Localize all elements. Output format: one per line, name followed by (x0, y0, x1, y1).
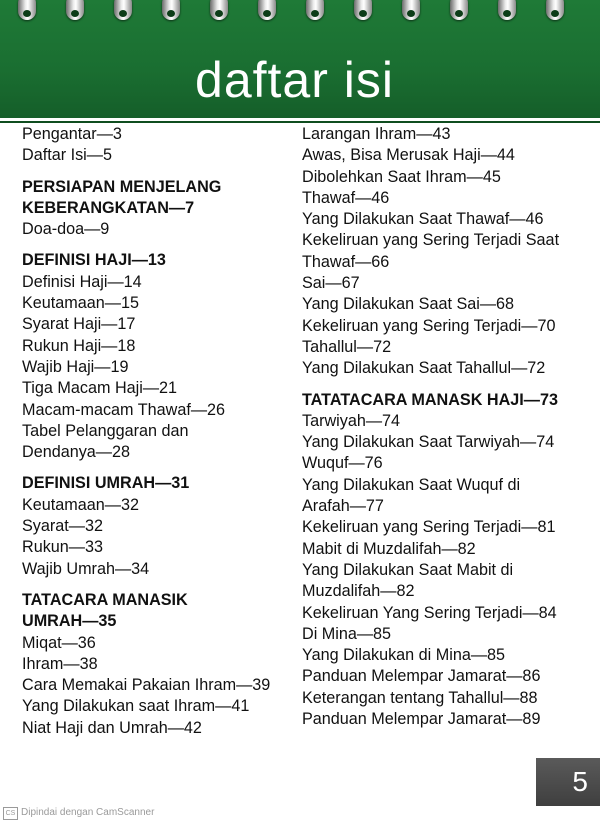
toc-entry: Yang Dilakukan Saat Mabit di (302, 560, 514, 579)
header-banner (0, 0, 600, 121)
toc-entry: Yang Dilakukan Saat Wuquf di (302, 475, 521, 494)
toc-entry: Rukun—33 (22, 538, 103, 557)
binding-ring (18, 0, 36, 20)
binding-ring (306, 0, 324, 20)
section-gap (302, 380, 594, 390)
toc-entry: Wuquf—76 (302, 454, 383, 473)
section-gap (22, 463, 290, 473)
section-gap (22, 167, 290, 177)
toc-entry: Yang Dilakukan Saat Tahallul—72 (302, 359, 546, 378)
toc-entry: Ihram—38 (22, 654, 98, 673)
toc-entry: Thawaf—46 (302, 188, 390, 207)
toc-section-heading: KEBERANGKATAN—7 (22, 198, 195, 217)
toc-entry: Tiga Macam Haji—21 (22, 379, 178, 398)
section-gap (22, 240, 290, 250)
binding-ring (402, 0, 420, 20)
section-gap (22, 580, 290, 590)
binding-ring (258, 0, 276, 20)
toc-entry: Tahallul—72 (302, 337, 392, 356)
toc-entry: Di Mina—85 (302, 624, 392, 643)
binding-ring (450, 0, 468, 20)
toc-entry: Cara Memakai Pakaian Ihram—39 (22, 676, 271, 695)
toc-entry: Pengantar—3 (22, 125, 122, 143)
toc-entry: Definisi Haji—14 (22, 272, 142, 291)
toc-entry: Doa-doa—9 (22, 220, 110, 239)
toc-entry: Yang Dilakukan di Mina—85 (302, 646, 506, 665)
toc-entry: Kekeliruan yang Sering Terjadi Saat (302, 231, 560, 250)
binding-ring (162, 0, 180, 20)
scanner-watermark (3, 806, 154, 820)
toc-entry: Panduan Melempar Jamarat—89 (302, 710, 541, 729)
toc-entry: Dendanya—28 (22, 443, 130, 462)
spiral-binding (0, 0, 600, 24)
binding-ring (114, 0, 132, 20)
toc-section-heading: PERSIAPAN MENJELANG (22, 177, 222, 196)
toc-entry: Tarwiyah—74 (302, 411, 401, 430)
toc-entry: Rukun Haji—18 (22, 336, 136, 355)
toc-entry: Wajib Umrah—34 (22, 559, 150, 578)
toc-entry: Kekeliruan yang Sering Terjadi—70 (302, 316, 556, 335)
toc-entry: Mabit di Muzdalifah—82 (302, 539, 476, 558)
toc-entry: Larangan Ihram—43 (302, 125, 451, 143)
toc-entry: Yang Dilakukan Saat Sai—68 (302, 295, 515, 314)
toc-entry: Kekeliruan yang Sering Terjadi—81 (302, 518, 556, 537)
page-title: daftar isi (195, 52, 394, 108)
toc-entry: Niat Haji dan Umrah—42 (22, 718, 202, 737)
toc-entry: Arafah—77 (302, 497, 384, 516)
toc-left-column (22, 124, 290, 739)
toc-entry: Panduan Melempar Jamarat—86 (302, 667, 541, 686)
binding-ring (210, 0, 228, 20)
toc-section-heading: TATATACARA MANASK HAJI—73 (302, 390, 558, 409)
toc-entry: Daftar Isi—5 (22, 146, 112, 165)
toc-entry: Yang Dilakukan Saat Thawaf—46 (302, 210, 544, 229)
toc-entry: Keutamaan—32 (22, 495, 139, 514)
toc-right-column (302, 124, 594, 730)
scanner-text: Dipindai dengan CamScanner (21, 807, 155, 818)
toc-entry: Dibolehkan Saat Ihram—45 (302, 167, 501, 186)
toc-entry: Tabel Pelanggaran dan (22, 421, 189, 440)
toc-entry: Kekeliruan Yang Sering Terjadi—84 (302, 603, 557, 622)
toc-entry: Wajib Haji—19 (22, 357, 129, 376)
toc-entry: Syarat—32 (22, 517, 103, 536)
toc-section-heading: UMRAH—35 (22, 612, 117, 631)
page-number: 5 (536, 758, 600, 806)
toc-entry: Thawaf—66 (302, 252, 390, 271)
toc-entry: Syarat Haji—17 (22, 315, 136, 334)
toc-section-heading: DEFINISI HAJI—13 (22, 251, 166, 270)
toc-section-heading: TATACARA MANASIK (22, 590, 188, 609)
binding-ring (66, 0, 84, 20)
toc-entry: Yang Dilakukan saat Ihram—41 (22, 697, 250, 716)
toc-entry: Miqat—36 (22, 633, 96, 652)
camscanner-icon: CS (3, 807, 18, 820)
toc-entry: Keterangan tentang Tahallul—88 (302, 688, 538, 707)
toc-entry: Keutamaan—15 (22, 294, 139, 313)
binding-ring (354, 0, 372, 20)
toc-entry: Muzdalifah—82 (302, 582, 415, 601)
toc-entry: Sai—67 (302, 274, 360, 293)
toc-section-heading: DEFINISI UMRAH—31 (22, 474, 190, 493)
toc-entry: Yang Dilakukan Saat Tarwiyah—74 (302, 433, 555, 452)
toc-entry: Awas, Bisa Merusak Haji—44 (302, 146, 515, 165)
binding-ring (498, 0, 516, 20)
toc-entry: Macam-macam Thawaf—26 (22, 400, 226, 419)
binding-ring (546, 0, 564, 20)
